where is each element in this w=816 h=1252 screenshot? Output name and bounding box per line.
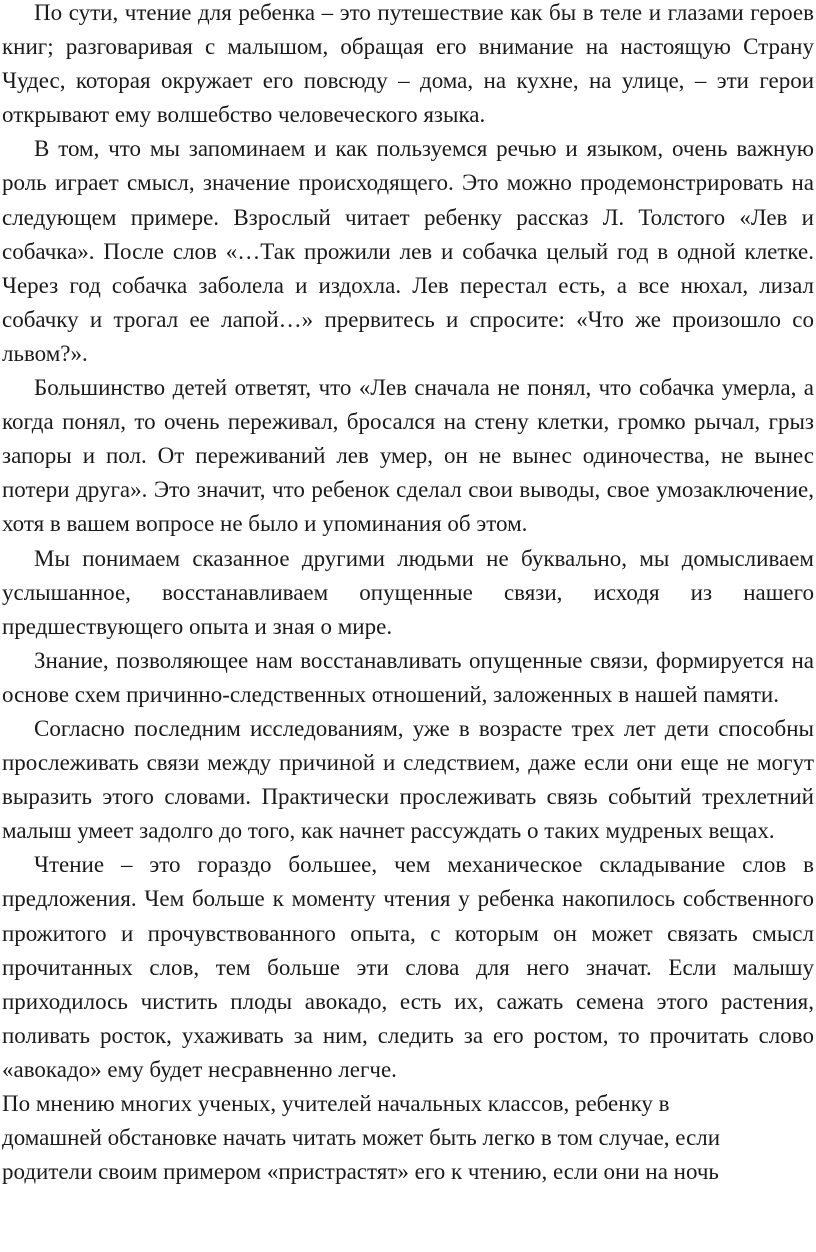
paragraph-8-line-2: домашней обстановке начать читать может быть легко в том случае, если (2, 1125, 721, 1151)
paragraph-6: Согласно последним исследованиям, уже в возрасте трех лет дети способны прослеживать связи между причиной и следствием, даже если они еще не могут выразить этого словами. Практически прослеживать связь событий трехлетний малыш умеет задолго до того, как начнет рассуждать о таких мудреных вещах. (2, 715, 814, 844)
paragraph-5: Знание, позволяющее нам восстанавливать опущенные связи, формируется на основе схем причинно-следственных отношений, заложенных в нашей памяти. (2, 647, 814, 707)
paragraph-7: Чтение – это гораздо большее, чем механическое складывание слов в предложения. Чем больше к моменту чтения у ребенка накопилось собственного прожитого и прочувствованного опыта, с которым он может связать смысл прочитанных слов, тем больше эти слова для него значат. Если малышу приходилось чистить плоды авокадо, есть их, сажать семена этого растения, поливать росток, ухаживать за ним, следить за его ростом, то прочитать слово «авокадо» ему будет несравненно легче. (2, 852, 814, 1082)
paragraph-8 (0, 1087, 816, 1189)
paragraph-1: По сути, чтение для ребенка – это путешествие как бы в теле и глазами героев книг; разговаривая с малышом, обращая его внимание на настоящую Страну Чудес, которая окружает его повсюду – дома, на кухне, на улице, – эти герои открывают ему волшебство человеческого языка. (2, 0, 814, 128)
paragraph-4: Мы понимаем сказанное другими людьми не буквально, мы домысливаем услышанное, восстанавливаем опущенные связи, исходя из нашего предшествующего опыта и зная о мире. (2, 545, 814, 639)
paragraph-2: В том, что мы запоминаем и как пользуемся речью и языком, очень важную роль играет смысл, значение происходящего. Это можно продемонстрировать на следующем примере. Взрослый читает ребенку рассказ Л. Толстого «Лев и собачка». После слов «…Так прожили лев и собачка целый год в одной клетке. Через год собачка заболела и издохла. Лев перестал есть, а все нюхал, лизал собачку и трогал ее лапой…» прервитесь и спросите: «Что же произошло со львом?». (2, 136, 814, 366)
paragraph-8-line-3: родители своим примером «пристрастят» его к чтению, если они на ночь (2, 1159, 719, 1185)
paragraph-3: Большинство детей ответят, что «Лев сначала не понял, что собачка умерла, а когда понял, то очень переживал, бросался на стену клетки, громко рычал, грыз запоры и пол. От переживаний лев умер, он не вынес одиночества, не вынес потери друга». Это значит, что ребенок сделал свои выводы, свое умозаключение, хотя в вашем вопросе не было и упоминания об этом. (2, 375, 814, 537)
paragraph-8-line-1: По мнению многих ученых, учителей начальных классов, ребенку в (2, 1091, 670, 1116)
